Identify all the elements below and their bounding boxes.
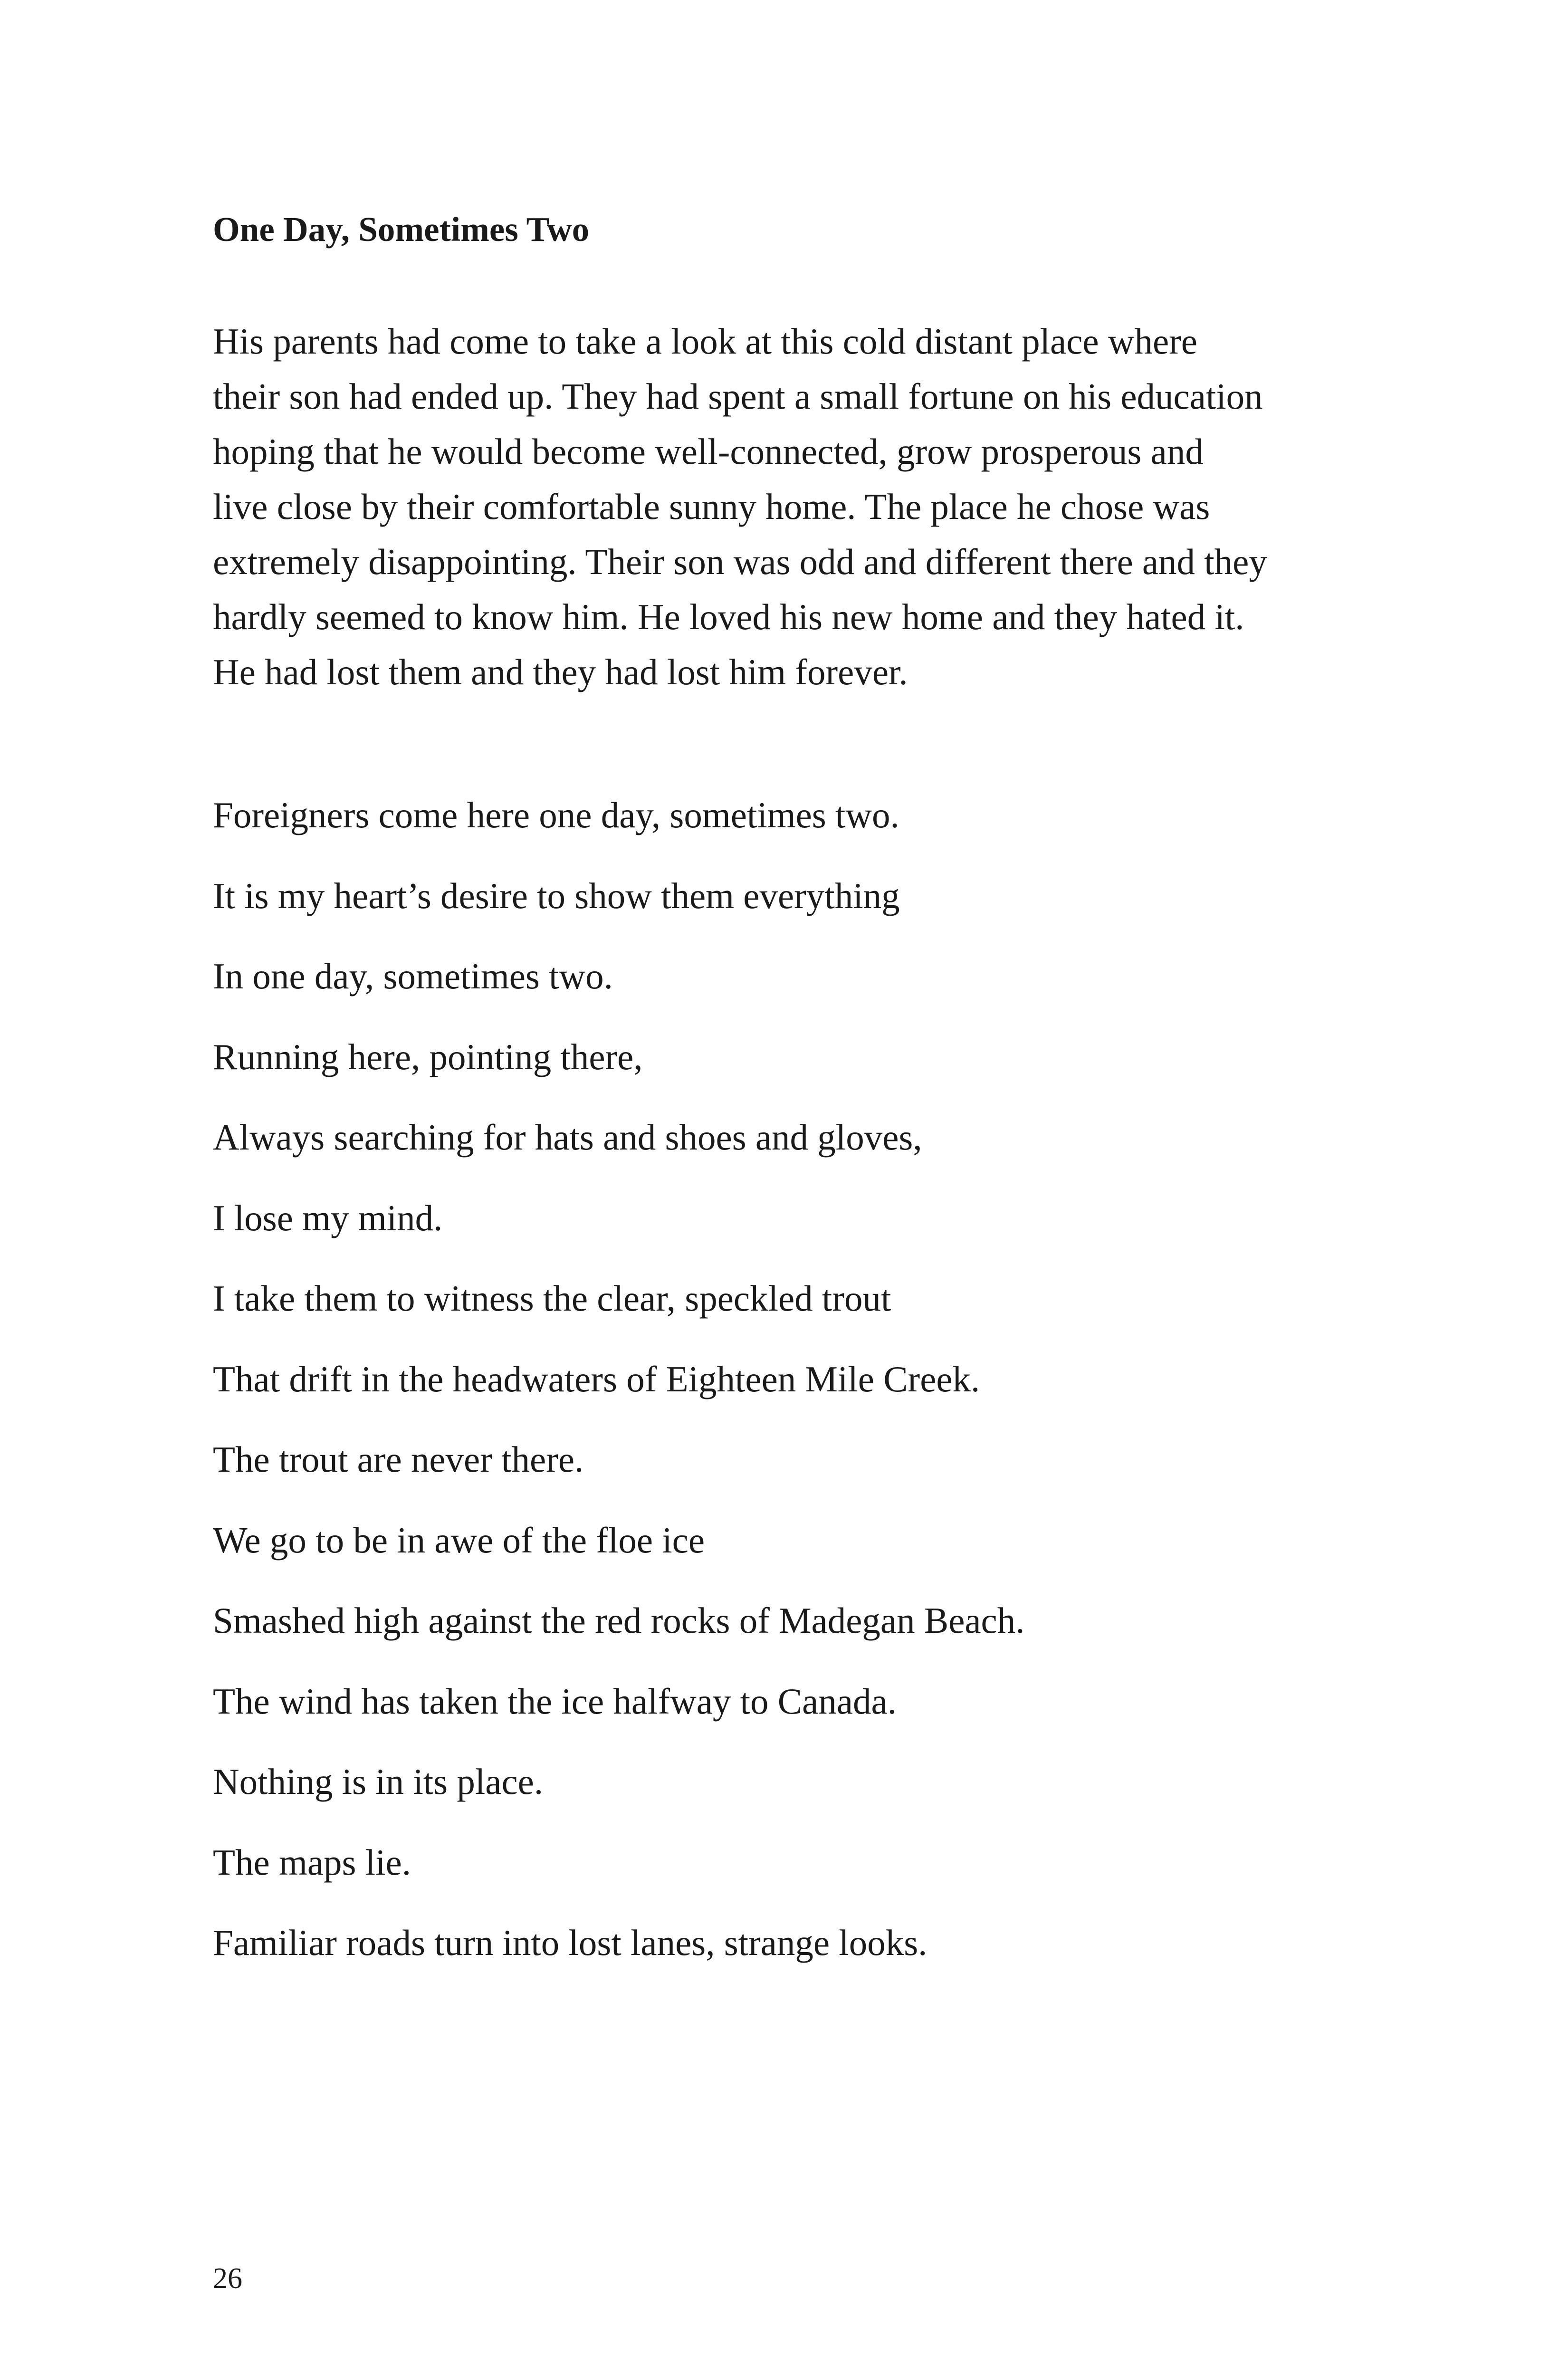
poem-line: In one day, sometimes two. bbox=[213, 956, 613, 996]
prose-line: extremely disappointing. Their son was odd and different there and they bbox=[213, 541, 1267, 582]
poem-line: Always searching for hats and shoes and gloves, bbox=[213, 1117, 922, 1158]
prose-line: their son had ended up. They had spent a small fortune on his education bbox=[213, 376, 1263, 417]
poem-line: I lose my mind. bbox=[213, 1197, 443, 1238]
poem-line: It is my heart’s desire to show them everything bbox=[213, 875, 900, 916]
poem-line: The maps lie. bbox=[213, 1841, 411, 1883]
prose-paragraph bbox=[213, 314, 1377, 699]
page-number: 26 bbox=[213, 2262, 242, 2295]
poem-line: That drift in the headwaters of Eighteen Mile Creek. bbox=[213, 1358, 980, 1399]
poem-line: Smashed high against the red rocks of Madegan Beach. bbox=[213, 1600, 1025, 1641]
poem-line: The trout are never there. bbox=[213, 1439, 584, 1480]
poem-line: Foreigners come here one day, sometimes two. bbox=[213, 795, 899, 835]
poem-line: Running here, pointing there, bbox=[213, 1036, 643, 1077]
poem-line: We go to be in awe of the floe ice bbox=[213, 1519, 705, 1561]
chapter-title: One Day, Sometimes Two bbox=[213, 210, 590, 249]
prose-line: He had lost them and they had lost him forever. bbox=[213, 651, 908, 692]
prose-line: His parents had come to take a look at this cold distant place where bbox=[213, 321, 1197, 362]
prose-line: live close by their comfortable sunny home. The place he chose was bbox=[213, 486, 1210, 527]
poem bbox=[213, 791, 1377, 2000]
poem-line: The wind has taken the ice halfway to Canada. bbox=[213, 1680, 897, 1722]
prose-line: hoping that he would become well-connected, grow prosperous and bbox=[213, 431, 1204, 472]
prose-line: hardly seemed to know him. He loved his new home and they hated it. bbox=[213, 596, 1244, 637]
poem-line: Familiar roads turn into lost lanes, strange looks. bbox=[213, 1922, 927, 1963]
poem-line: Nothing is in its place. bbox=[213, 1761, 544, 1802]
poem-line: I take them to witness the clear, speckled trout bbox=[213, 1278, 891, 1319]
